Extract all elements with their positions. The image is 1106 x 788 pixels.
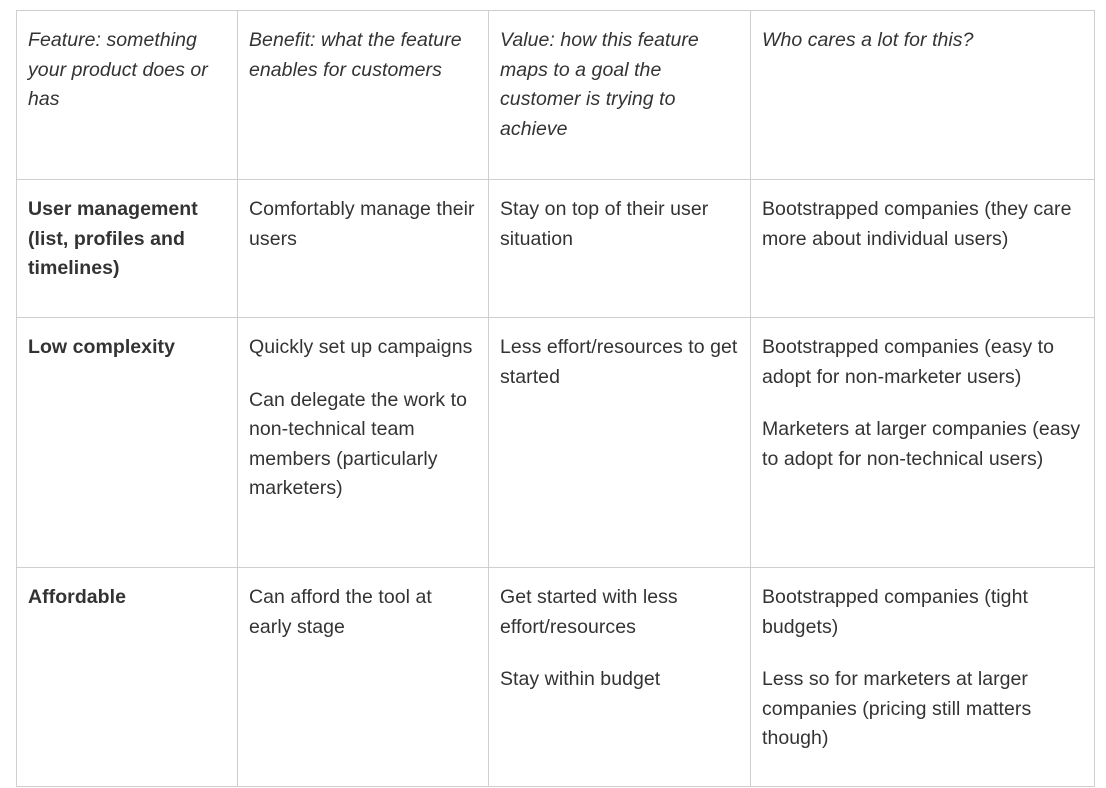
header-who-cares: Who cares a lot for this? <box>751 11 1095 180</box>
table-row <box>17 318 1095 568</box>
benefit-cell <box>238 568 489 787</box>
benefit-text: Quickly set up campaigns <box>249 336 473 358</box>
benefit-text: Comfortably manage their users <box>249 198 475 250</box>
value-text: Get started with less effort/resources <box>500 586 678 638</box>
feature-benefit-value-table <box>16 10 1095 787</box>
benefit-text: Can afford the tool at early stage <box>249 586 432 638</box>
header-feature: Feature: something your product does or has <box>17 11 238 180</box>
who-cares-text: Bootstrapped companies (easy to adopt for non-marketer users) <box>762 336 1055 388</box>
who-cares-cell <box>751 568 1095 787</box>
value-text: Stay on top of their user situation <box>500 198 709 250</box>
feature-cell <box>17 568 238 787</box>
header-benefit: Benefit: what the feature enables for customers <box>238 11 489 180</box>
who-cares-cell <box>751 318 1095 568</box>
who-cares-text: Bootstrapped companies (they care more about individual users) <box>762 198 1072 250</box>
who-cares-text: Less so for marketers at larger companies (pricing still matters though) <box>762 668 1032 749</box>
feature-name: Low complexity <box>28 336 175 358</box>
value-cell <box>489 318 751 568</box>
value-text: Stay within budget <box>500 668 661 690</box>
value-text: Less effort/resources to get started <box>500 336 738 388</box>
feature-cell <box>17 180 238 318</box>
feature-name: User management (list, profiles and timelines) <box>28 198 198 279</box>
value-cell <box>489 180 751 318</box>
table-row <box>17 180 1095 318</box>
who-cares-text: Bootstrapped companies (tight budgets) <box>762 586 1028 638</box>
feature-name: Affordable <box>28 586 126 608</box>
benefit-cell <box>238 180 489 318</box>
value-cell <box>489 568 751 787</box>
feature-cell <box>17 318 238 568</box>
benefit-text: Can delegate the work to non-technical team members (particularly marketers) <box>249 388 468 499</box>
table-header-row <box>17 11 1095 180</box>
who-cares-cell <box>751 180 1095 318</box>
header-value: Value: how this feature maps to a goal the customer is trying to achieve <box>489 11 751 180</box>
table-row <box>17 568 1095 787</box>
who-cares-text: Marketers at larger companies (easy to adopt for non-technical users) <box>762 418 1081 470</box>
benefit-cell <box>238 318 489 568</box>
